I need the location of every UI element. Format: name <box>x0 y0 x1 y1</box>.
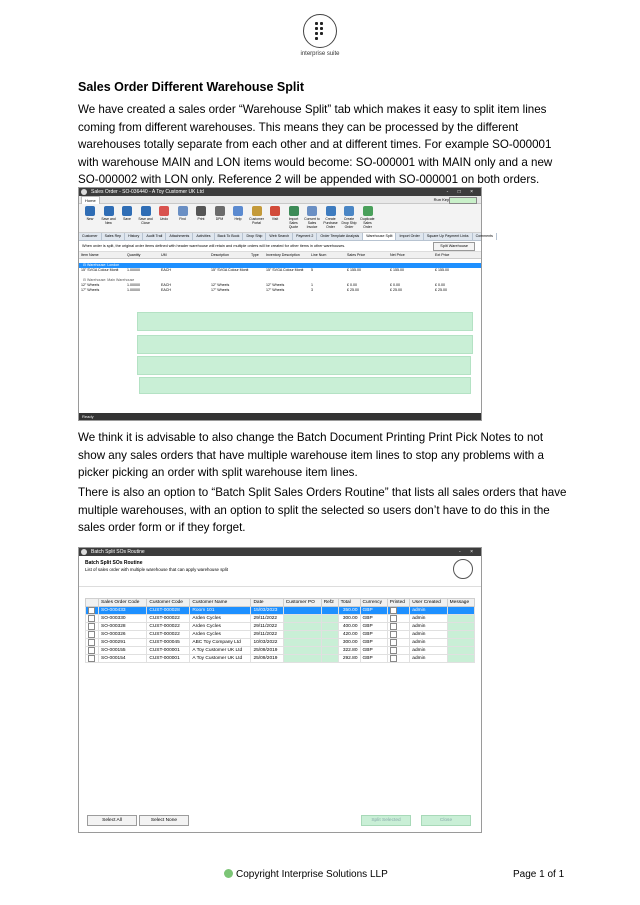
sales-orders-table <box>85 598 475 663</box>
printed-checkbox[interactable] <box>390 607 397 614</box>
ribbon-button-create-drop-ship-order[interactable] <box>340 206 358 229</box>
ribbon-button-save[interactable] <box>118 206 136 221</box>
row-checkbox-cell <box>86 631 99 639</box>
grid-cell: 15" SVGA Colour Monit <box>266 268 304 272</box>
table-cell: admin <box>410 607 447 615</box>
table-cell: 29/11/2022 <box>251 623 283 631</box>
sales-order-titlebar <box>79 188 481 196</box>
table-row[interactable] <box>86 647 475 655</box>
select-all-button[interactable]: Select All <box>87 815 137 826</box>
table-cell <box>321 631 338 639</box>
grid-cell: 17" Wheels <box>211 288 230 292</box>
table-cell: CUST-000001 <box>147 655 190 663</box>
column-header[interactable]: Customer Code <box>147 599 190 607</box>
table-cell <box>283 631 321 639</box>
tab-payment-2[interactable]: Payment 2 <box>293 233 317 240</box>
table-cell: SO-000155 <box>99 647 147 655</box>
table-cell: 25/09/2019 <box>251 655 283 663</box>
table-cell: GBP <box>360 655 387 663</box>
row-select-checkbox[interactable] <box>88 607 95 614</box>
column-header[interactable]: Message <box>447 599 474 607</box>
warehouse-group-row[interactable]: ⊟ Warehouse: Main Warehouse <box>83 278 135 282</box>
table-cell <box>447 607 474 615</box>
table-cell <box>321 623 338 631</box>
ribbon-button-label: DPM <box>215 217 224 221</box>
tab-activities[interactable]: Activities <box>193 233 214 240</box>
grid-cell: EACH <box>161 268 171 272</box>
ribbon-button-import-sales-quote[interactable] <box>285 206 303 229</box>
table-cell: CUST-000045 <box>147 639 190 647</box>
ribbon-icon <box>85 206 95 216</box>
grid-cell: £ 25.00 <box>347 288 359 292</box>
table-cell: CUST-000022 <box>147 615 190 623</box>
table-cell <box>283 639 321 647</box>
column-header[interactable]: Description <box>211 253 229 257</box>
column-header[interactable]: User Created <box>410 599 447 607</box>
row-checkbox-cell <box>86 607 99 615</box>
ribbon-icon <box>270 206 280 216</box>
table-cell: GBP <box>360 615 387 623</box>
table-cell: admin <box>410 615 447 623</box>
table-cell <box>321 607 338 615</box>
row-checkbox-cell <box>86 655 99 663</box>
form-tabs <box>79 233 493 241</box>
table-cell <box>447 615 474 623</box>
batch-split-header <box>79 556 481 587</box>
tab-audit-trail[interactable]: Audit Trail <box>143 233 166 240</box>
interprise-logo <box>296 14 344 57</box>
sales-order-window-title: Sales Order - SO-036440 - A Toy Customer UK Ltd <box>91 189 204 195</box>
column-header[interactable]: Currency <box>360 599 387 607</box>
column-header[interactable]: Ref2 <box>321 599 338 607</box>
ribbon-button-visit[interactable] <box>266 206 284 221</box>
printed-checkbox[interactable] <box>390 623 397 630</box>
ribbon-icon <box>344 206 354 216</box>
copyright-text: Copyright Interprise Solutions LLP <box>236 869 388 880</box>
table-cell: ABC Toy Company Ltd <box>190 639 251 647</box>
split-selected-button[interactable]: Split Selected <box>361 815 411 826</box>
highlight-bar <box>137 312 473 331</box>
home-tab[interactable]: Home <box>81 196 100 204</box>
row-select-checkbox[interactable] <box>88 615 95 622</box>
ribbon-button-label: Customer Portal <box>249 217 264 225</box>
table-cell: SO-000328 <box>99 623 147 631</box>
app-icon <box>81 549 87 555</box>
ribbon-icon <box>307 206 317 216</box>
column-header[interactable]: Printed <box>387 599 410 607</box>
grid-cell: £ 0.00 <box>347 283 357 287</box>
highlight-bar <box>139 377 471 394</box>
grid-cell: 1 <box>311 283 313 287</box>
table-cell <box>283 615 321 623</box>
run-key-label: Run Key <box>433 197 449 202</box>
ribbon-icon <box>289 206 299 216</box>
printed-checkbox[interactable] <box>390 655 397 662</box>
batch-split-heading: Batch Split SOs Routine <box>85 560 143 566</box>
table-cell: CUST-000022 <box>147 623 190 631</box>
table-cell: CUST-000001 <box>147 647 190 655</box>
ribbon-button-print[interactable] <box>192 206 210 221</box>
grid-cell: 1.00000 <box>127 268 140 272</box>
table-cell: 300.00 <box>338 615 360 623</box>
table-cell: GBP <box>360 639 387 647</box>
batch-split-subheading: List of sales order with multiple warehouse that can apply warehouse split <box>85 567 229 572</box>
table-cell <box>387 631 410 639</box>
row-checkbox-cell <box>86 639 99 647</box>
split-warehouse-button[interactable]: Split Warehouse <box>433 242 475 251</box>
table-cell <box>387 607 410 615</box>
grid-cell: 15" SVGA Colour Monit <box>81 268 119 272</box>
row-select-checkbox[interactable] <box>88 639 95 646</box>
table-cell <box>387 639 410 647</box>
row-select-checkbox[interactable] <box>88 655 95 662</box>
ribbon-button-label: Save and Close <box>138 217 153 225</box>
table-cell <box>387 615 410 623</box>
grid-cell: 1.00000 <box>127 283 140 287</box>
table-cell <box>283 607 321 615</box>
column-header[interactable]: Sales Price <box>347 253 366 257</box>
tab-order-template-analysis[interactable]: Order Template Analysis <box>317 233 363 240</box>
ribbon-button-label: New <box>86 217 94 221</box>
ribbon-icon <box>252 206 262 216</box>
ribbon-icon <box>104 206 114 216</box>
table-cell: 25/09/2019 <box>251 647 283 655</box>
row-select-checkbox[interactable] <box>88 631 95 638</box>
column-header[interactable]: Customer Name <box>190 599 251 607</box>
footer-copyright <box>224 869 388 880</box>
table-cell <box>447 639 474 647</box>
table-cell: admin <box>410 631 447 639</box>
logo-brand-text: interprise suite <box>300 51 340 57</box>
table-cell <box>447 647 474 655</box>
run-key-input[interactable] <box>449 197 477 204</box>
table-cell: 350.00 <box>338 607 360 615</box>
ribbon-button-convert-to-sales-invoice[interactable] <box>303 206 321 229</box>
table-cell: A Toy Customer UK Ltd <box>190 647 251 655</box>
tab-customer[interactable]: Customer <box>79 233 102 240</box>
table-cell: 15/03/2023 <box>251 607 283 615</box>
table-row[interactable] <box>86 615 475 623</box>
column-header[interactable]: Type <box>251 253 259 257</box>
grid-cell: 12" Wheels <box>266 283 285 287</box>
table-cell: 420.00 <box>338 631 360 639</box>
table-row[interactable] <box>86 639 475 647</box>
app-icon <box>81 189 87 195</box>
grid-cell: £ 0.00 <box>390 283 400 287</box>
table-cell: 292.80 <box>338 655 360 663</box>
table-cell <box>283 623 321 631</box>
table-cell: Arden Cycles <box>190 631 251 639</box>
table-cell <box>321 615 338 623</box>
table-cell: GBP <box>360 623 387 631</box>
select-column-header <box>86 599 99 607</box>
grid-cell: 17" Wheels <box>81 288 100 292</box>
close-button[interactable]: Close <box>421 815 471 826</box>
ribbon-button-find[interactable] <box>174 206 192 221</box>
table-cell: Arden Cycles <box>190 615 251 623</box>
column-header[interactable]: Total <box>338 599 360 607</box>
table-cell: 29/11/2022 <box>251 615 283 623</box>
table-cell: Room 101 <box>190 607 251 615</box>
tab-square-up-payment-links[interactable]: Square Up Payment Links <box>424 233 473 240</box>
table-cell: CUST-000028 <box>147 607 190 615</box>
ribbon-button-save-and-close[interactable] <box>137 206 155 225</box>
table-cell <box>283 655 321 663</box>
grid-row[interactable] <box>79 268 481 273</box>
table-cell <box>387 647 410 655</box>
table-cell <box>387 623 410 631</box>
table-cell: SO-000291 <box>99 639 147 647</box>
row-checkbox-cell <box>86 647 99 655</box>
grid-cell: 15" SVGA Colour Monit <box>211 268 249 272</box>
table-cell: 322.80 <box>338 647 360 655</box>
table-cell: admin <box>410 623 447 631</box>
footer-page-number: Page 1 of 1 <box>513 869 565 880</box>
ribbon-tabstrip <box>79 196 481 204</box>
ribbon-button-label: Create Purchase Order <box>323 217 338 229</box>
table-cell: CUST-000022 <box>147 631 190 639</box>
ribbon-button-label: Save and New <box>101 217 116 225</box>
grid-cell: £ 155.00 <box>390 268 404 272</box>
row-select-checkbox[interactable] <box>88 647 95 654</box>
grid-cell: 12" Wheels <box>211 283 230 287</box>
ribbon-icon <box>363 206 373 216</box>
tab-attachments[interactable]: Attachments <box>166 233 193 240</box>
grid-row[interactable] <box>79 288 481 293</box>
ribbon-button-label: Duplicate Sales Order <box>360 217 375 229</box>
grid-cell: EACH <box>161 288 171 292</box>
page-heading: Sales Order Different Warehouse Split <box>78 80 304 94</box>
table-cell <box>283 647 321 655</box>
ribbon-button-dpm[interactable] <box>211 206 229 221</box>
column-header[interactable]: Customer PO <box>283 599 321 607</box>
ribbon-button-label: Convert to Sales Invoice <box>304 217 320 229</box>
column-header[interactable]: Net Price <box>390 253 405 257</box>
ribbon-icon <box>122 206 132 216</box>
table-cell: 400.00 <box>338 623 360 631</box>
table-cell: SO-000330 <box>99 615 147 623</box>
ribbon-button-undo[interactable] <box>155 206 173 221</box>
ribbon-icon <box>178 206 188 216</box>
table-cell: GBP <box>360 631 387 639</box>
ribbon-toolbar <box>79 204 481 233</box>
table-cell <box>321 655 338 663</box>
ribbon-button-create-purchase-order[interactable] <box>322 206 340 229</box>
ribbon-icon <box>215 206 225 216</box>
select-none-button[interactable]: Select None <box>139 815 189 826</box>
table-cell: Arden Cycles <box>190 623 251 631</box>
ribbon-button-save-and-new[interactable] <box>100 206 118 225</box>
tab-history[interactable]: History <box>125 233 143 240</box>
table-cell: 10/03/2022 <box>251 639 283 647</box>
ribbon-button-label: Visit <box>271 217 279 221</box>
warehouse-group-row[interactable]: ⊟ Warehouse: London <box>79 263 481 268</box>
column-header[interactable]: Line Num <box>311 253 327 257</box>
column-header[interactable]: Inventory Description <box>266 253 300 257</box>
ribbon-button-label: Help <box>234 217 242 221</box>
window-controls[interactable]: - □ × <box>446 189 477 195</box>
column-header[interactable]: Ext Price <box>435 253 450 257</box>
logo-icon <box>453 559 473 579</box>
batch-split-titlebar <box>79 548 481 556</box>
grid-cell: 1.00000 <box>127 288 140 292</box>
ribbon-icon <box>326 206 336 216</box>
grid-cell: EACH <box>161 283 171 287</box>
table-cell <box>387 655 410 663</box>
table-row[interactable] <box>86 631 475 639</box>
tab-drop-ship[interactable]: Drop Ship <box>243 233 266 240</box>
table-cell: 29/11/2022 <box>251 631 283 639</box>
batch-split-screenshot <box>78 547 482 833</box>
table-cell <box>447 655 474 663</box>
tab-import-order[interactable]: Import Order <box>396 233 423 240</box>
ribbon-button-label: Print <box>197 217 205 221</box>
table-cell: GBP <box>360 647 387 655</box>
ribbon-icon <box>196 206 206 216</box>
tab-back-to-book[interactable]: Back To Book <box>215 233 244 240</box>
printed-checkbox[interactable] <box>390 631 397 638</box>
column-header[interactable]: Sales Order Code <box>99 599 147 607</box>
sales-order-screenshot <box>78 187 493 421</box>
ribbon-button-label: Create Drop Ship Order <box>341 217 357 229</box>
grid-cell: £ 25.00 <box>435 288 447 292</box>
grid-cell: £ 25.00 <box>390 288 402 292</box>
table-cell <box>321 647 338 655</box>
table-cell: SO-000433 <box>99 607 147 615</box>
highlight-bar <box>137 335 473 354</box>
ribbon-icon <box>159 206 169 216</box>
table-row[interactable] <box>86 607 475 615</box>
row-select-checkbox[interactable] <box>88 623 95 630</box>
grid-cell: £ 155.00 <box>435 268 449 272</box>
table-cell: GBP <box>360 607 387 615</box>
grid-cell: 5 <box>311 268 313 272</box>
ribbon-button-duplicate-sales-order[interactable] <box>359 206 377 229</box>
warehouse-split-grid <box>79 252 481 293</box>
globe-icon <box>224 869 233 878</box>
ribbon-icon <box>233 206 243 216</box>
table-cell <box>447 623 474 631</box>
advice-paragraph: We think it is advisable to also change the Batch Document Printing Print Pick Notes to not show any sales orders that have multiple warehouse item lines to stop any problems with a picker picking an order with split warehouse item lines. <box>78 431 544 480</box>
intro-paragraph: We have created a sales order “Warehouse Split” tab which makes it easy to split item lines coming from different warehouses. This means they can be processed by the different warehouses totally separate from each other and at different times. For example SO-000001 with warehouse MAIN and LON items would become: SO-000001 with MAIN only and a new SO-000002 with LON only. Reference 2 will be appended with SO-000001 on both orders. <box>78 103 553 187</box>
table-row[interactable] <box>86 623 475 631</box>
row-checkbox-cell <box>86 623 99 631</box>
table-cell: admin <box>410 647 447 655</box>
table-cell <box>447 631 474 639</box>
table-cell: SO-000154 <box>99 655 147 663</box>
warehouse-split-info <box>79 241 481 252</box>
table-cell: SO-000326 <box>99 631 147 639</box>
ribbon-icon <box>141 206 151 216</box>
row-checkbox-cell <box>86 615 99 623</box>
table-cell: 300.00 <box>338 639 360 647</box>
tab-web-search[interactable]: Web Search <box>266 233 293 240</box>
batch-split-window-title: Batch Split SOs Routine <box>91 549 145 555</box>
ribbon-button-new[interactable] <box>81 206 99 221</box>
column-header[interactable]: UM <box>161 253 167 257</box>
table-cell: A Toy Customer UK Ltd <box>190 655 251 663</box>
column-header[interactable]: Item Name <box>81 253 99 257</box>
logo-icon <box>303 14 337 48</box>
ribbon-button-label: Undo <box>159 217 169 221</box>
ribbon-button-help[interactable] <box>229 206 247 221</box>
ribbon-button-label: Save <box>123 217 131 221</box>
grid-cell: £ 0.00 <box>435 283 445 287</box>
printed-checkbox[interactable] <box>390 615 397 622</box>
batch-paragraph: There is also an option to “Batch Split Sales Orders Routine” that lists all sales orders that have multiple warehouses, with an option to split the selected so users don’t have to do this in the sales order form or if they forget. <box>78 486 567 535</box>
table-row[interactable] <box>86 655 475 663</box>
tab-comments[interactable]: Comments <box>473 233 497 240</box>
grid-cell: £ 155.00 <box>347 268 361 272</box>
grid-cell: 17" Wheels <box>266 288 285 292</box>
ribbon-button-label: Import Sales Quote <box>288 217 299 229</box>
printed-checkbox[interactable] <box>390 647 397 654</box>
table-cell: admin <box>410 655 447 663</box>
column-header[interactable]: Date <box>251 599 283 607</box>
grid-cell: 12" Wheels <box>81 283 100 287</box>
status-bar: Ready <box>79 413 481 420</box>
grid-header <box>79 252 481 259</box>
printed-checkbox[interactable] <box>390 639 397 646</box>
tab-warehouse-split[interactable]: Warehouse Split <box>363 233 396 240</box>
table-cell <box>321 639 338 647</box>
ribbon-button-customer-portal[interactable] <box>248 206 266 225</box>
grid-cell: 3 <box>311 288 313 292</box>
ribbon-button-label: Find <box>179 217 186 221</box>
column-header[interactable]: Quantity <box>127 253 141 257</box>
split-info-text: When order is split, the original order items defined with header warehouse will retain and multiple orders will be created for other items in other warehouses. <box>82 244 346 248</box>
highlight-bar <box>137 356 471 375</box>
tab-sales-rep[interactable]: Sales Rep <box>102 233 126 240</box>
window-controls[interactable]: - × <box>459 549 477 555</box>
table-cell: admin <box>410 639 447 647</box>
